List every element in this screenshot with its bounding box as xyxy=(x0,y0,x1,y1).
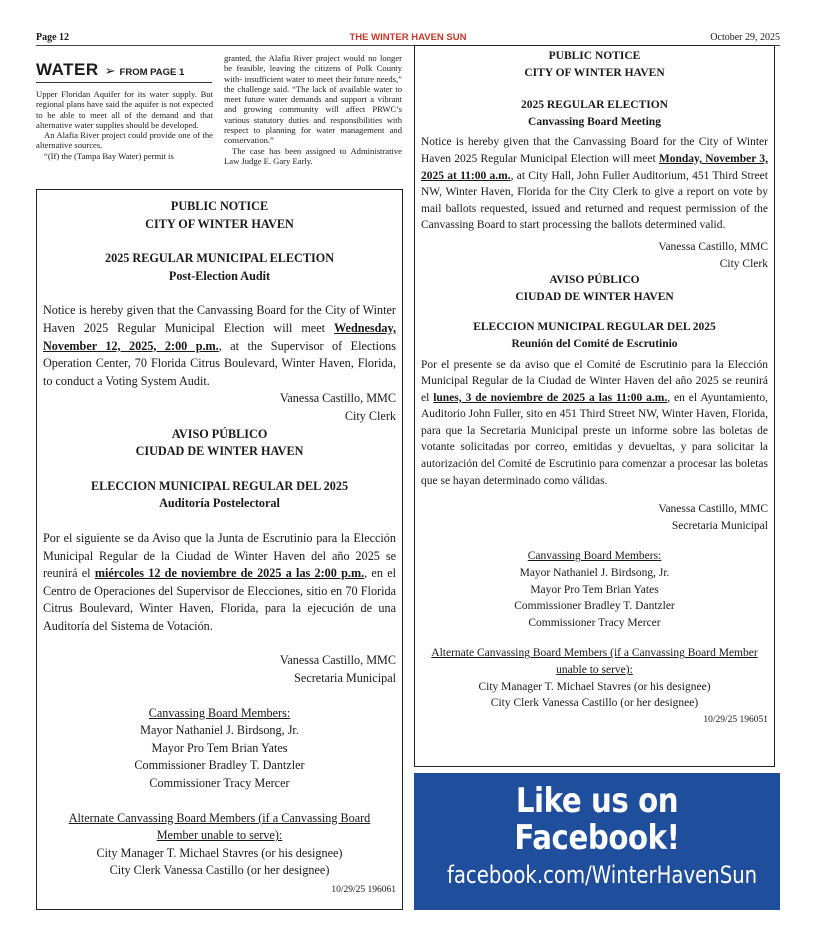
notice-heading: AVISO PÚBLICO xyxy=(171,426,268,441)
members-heading: Canvassing Board Members: xyxy=(148,705,291,720)
ad-headline: Like us on xyxy=(515,781,679,821)
notice-body: Notice is hereby given that the Canvassing Board for the City of Winter Haven 2025 Regular Municipal Election will meet Wednesday, November 12, 2025, 2:00 p.m., at the Supervisor of Elections Operation Center, 70 Florida Citrus Boulevard, Winter Haven, Florida, to conduct a Voting System Audit. xyxy=(43,303,397,388)
facebook-ad[interactable] xyxy=(414,773,780,910)
meeting-date: lunes, 3 de noviembre de 2025 a las 11:00 a.m. xyxy=(433,391,668,404)
alternate-name: City Clerk Vanessa Castillo (or her designee) xyxy=(490,697,699,710)
notice-heading: CITY OF WINTER HAVEN xyxy=(524,66,665,79)
notice-heading: ELECCION MUNICIPAL REGULAR DEL 2025 xyxy=(90,478,349,493)
arrow-icon: ➢ xyxy=(104,64,116,79)
notice-heading: PUBLIC NOTICE xyxy=(170,199,269,213)
page-header xyxy=(36,31,780,46)
issue-date: October 29, 2025 xyxy=(710,32,780,43)
signature-name: Vanessa Castillo, MMC xyxy=(658,503,768,516)
alternates-heading: Alternate Canvassing Board Members (if a Canvassing Board Member unable to serve): xyxy=(431,647,758,676)
notice-heading: ELECCION MUNICIPAL REGULAR DEL 2025 xyxy=(473,321,716,334)
notice-reference: 10/29/25 196061 xyxy=(331,885,396,895)
publication-name: THE WINTER HAVEN SUN xyxy=(349,32,467,43)
story-paragraph: An Alafia River project could provide one of the alternative sources. xyxy=(36,130,213,151)
ad-headline: Facebook! xyxy=(514,818,680,858)
notice-body: Notice is hereby given that the Canvassing Board for the City of Winter Haven 2025 Regular Municipal Election will meet Monday, November 3, 2025 at 11:00 a.m., at City Hall, John Fuller Auditorium, 451 Third Street NW, Winter Haven, Florida for the City Clerk to give a report on vote by mail ballots requested, issued and returned and request permission of the Canvassing Board to start processing the ballots determined valid. xyxy=(421,136,768,232)
notice-subheading: Auditoría Postelectoral xyxy=(159,496,280,511)
signature-name: Vanessa Castillo, MMC xyxy=(279,653,396,668)
facebook-link[interactable]: facebook.com/WinterHavenSun xyxy=(446,861,758,889)
member-name: Commissioner Bradley T. Dantzler xyxy=(514,600,675,613)
page-number: Page 12 xyxy=(36,32,70,43)
notice-subheading: Canvassing Board Meeting xyxy=(528,115,661,128)
notice-heading: CITY OF WINTER HAVEN xyxy=(145,216,294,231)
meeting-date: Monday, November 3, 2025 at 11:00 a.m. xyxy=(421,152,768,182)
notice-subheading: Post-Election Audit xyxy=(168,268,271,283)
signature-title: City Clerk xyxy=(344,408,396,423)
story-paragraph: The case has been assigned to Administrative Law Judge E. Gary Early. xyxy=(224,145,402,166)
alternates-heading: Alternate Canvassing Board Members (if a Canvassing Board Member unable to serve): xyxy=(68,810,371,843)
story-column-1 xyxy=(36,89,213,161)
notice-reference: 10/29/25 196051 xyxy=(703,714,768,725)
signature-title: Secretaria Municipal xyxy=(294,671,396,686)
jump-label: FROM PAGE 1 xyxy=(119,67,185,78)
story-title: WATER xyxy=(36,60,99,79)
alternate-name: City Clerk Vanessa Castillo (or her designee) xyxy=(109,863,330,878)
meeting-date: miércoles 12 de noviembre de 2025 a las 2:00 p.m. xyxy=(94,566,365,581)
member-name: Mayor Pro Tem Brian Yates xyxy=(530,583,659,596)
notice-canvassing-meeting xyxy=(414,45,775,767)
story-column-2 xyxy=(224,53,402,166)
notice-body: Por el presente se da aviso que el Comité de Escrutinio para la Elección Municipal Regular de la Ciudad de Winter Haven del año 2025 se reunirá el lunes, 3 de noviembre de 2025 a las 11:00 a.m., en el Ayuntamiento, Auditorio John Fuller, sito en 451 Third Street NW, Winter Haven, Florida, para que la Secretaria Municipal preste un informe sobre las boletas de votante solicitadas por correo, emitidas y devueltas, y para solicitar la autorización del Comité de Escrutinio para comenzar a procesar las boletas que se hayan determinado como válidas. xyxy=(421,358,768,487)
notice-heading: CIUDAD DE WINTER HAVEN xyxy=(135,444,304,459)
member-name: Commissioner Bradley T. Dantzler xyxy=(134,758,305,773)
member-name: Commissioner Tracy Mercer xyxy=(149,776,290,791)
notice-subheading: Reunión del Comité de Escrutinio xyxy=(511,337,678,350)
notice-heading: AVISO PÚBLICO xyxy=(549,274,640,287)
story-paragraph: “(If) the (Tampa Bay Water) permit is xyxy=(44,150,174,161)
notice-heading: 2025 REGULAR MUNICIPAL ELECTION xyxy=(105,251,334,266)
member-name: Commissioner Tracy Mercer xyxy=(528,616,661,629)
members-heading: Canvassing Board Members: xyxy=(527,550,662,563)
notice-heading: 2025 REGULAR ELECTION xyxy=(521,99,668,112)
signature-name: Vanessa Castillo, MMC xyxy=(658,240,768,253)
meeting-date: Wednesday, November 12, 2025, 2:00 p.m. xyxy=(43,320,396,353)
notice-heading: PUBLIC NOTICE xyxy=(548,50,641,62)
alternate-name: City Manager T. Michael Stavres (or his designee) xyxy=(478,680,711,693)
notice-post-election-audit xyxy=(36,189,403,910)
notice-body: Por el siguiente se da Aviso que la Junta de Escrutinio para la Elección Municipal Regular de la Ciudad de Winter Haven del año 2025 se reunirá el miércoles 12 de noviembre de 2025 a las 2:00 p.m., en el Centro de Operaciones del Supervisor de Elecciones, sitio en 70 Florida Citrus Boulevard, Winter Haven, Florida, para la ejecución de una Auditoría del Sistema de Votación. xyxy=(43,530,396,633)
notice-heading: CIUDAD DE WINTER HAVEN xyxy=(515,290,674,303)
story-paragraph: Upper Floridan Aquifer for its water supply. But regional plans have said the aquifer is not expected to be able to meet all of the demand and that alternative water supplies should be developed. xyxy=(36,89,213,130)
signature-title: Secretaria Municipal xyxy=(671,519,768,532)
member-name: Mayor Nathaniel J. Birdsong, Jr. xyxy=(140,723,299,738)
member-name: Mayor Nathaniel J. Birdsong, Jr. xyxy=(519,567,670,580)
member-name: Mayor Pro Tem Brian Yates xyxy=(151,740,288,755)
story-heading xyxy=(36,60,212,83)
signature-title: City Clerk xyxy=(719,257,768,270)
story-paragraph: granted, the Alafia River project would no longer be feasible, leaving the citizens of Polk County with- insufficient water to meet their future needs,” the challenge said. “The lack of available water to meet future water demands and support a vibrant and growing community will affect PRWC’s various statutory duties and responsibilities with respect to planning for water management and conservation.” xyxy=(224,53,402,146)
signature-name: Vanessa Castillo, MMC xyxy=(279,391,396,406)
alternate-name: City Manager T. Michael Stavres (or his designee) xyxy=(96,845,343,860)
